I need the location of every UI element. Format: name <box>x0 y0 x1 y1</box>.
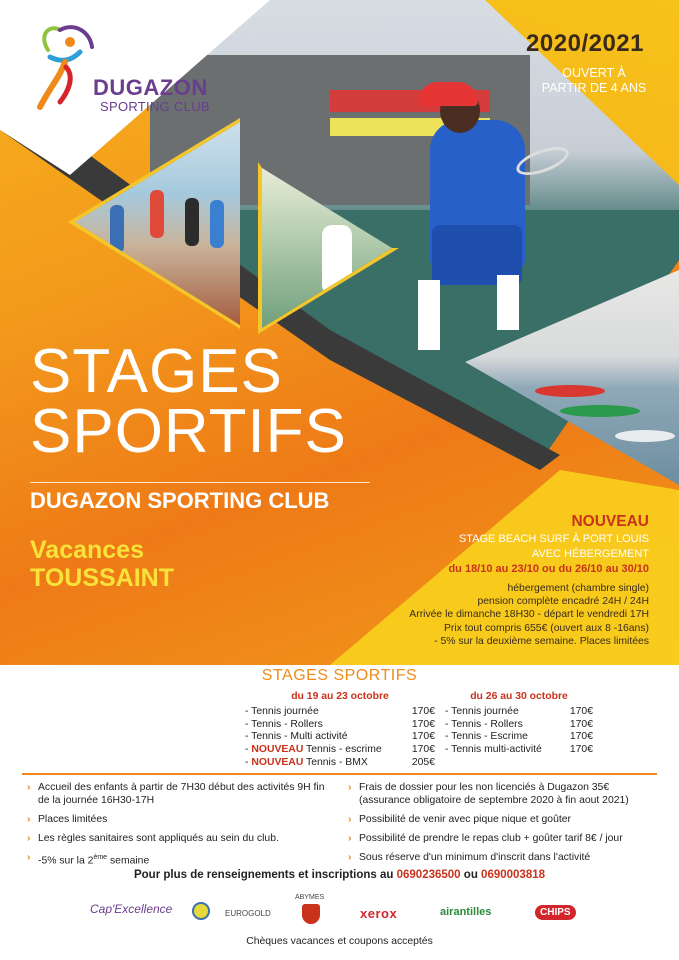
club-logo <box>30 22 210 117</box>
activity-label: - Tennis multi-activité <box>445 744 542 756</box>
headline-divider <box>30 482 370 483</box>
club-name: DUGAZON SPORTING CLUB <box>30 488 330 513</box>
chevron-right-icon: › <box>27 814 31 825</box>
bullet-text <box>38 851 149 867</box>
contact-text: Pour plus de renseignements et inscriptions au <box>133 869 397 881</box>
sponsor-abymes: ABYMES <box>295 894 325 901</box>
headline-line2: SPORTIFS <box>30 397 347 466</box>
nouveau-title: NOUVEAU <box>571 513 649 530</box>
bullet-text: Possibilité de prendre le repas club + goûter tarif 8€ / jour <box>359 833 623 844</box>
nouveau-detail: Prix tout compris 655€ (ouvert aux 8 -16ans) <box>443 622 649 634</box>
week1-column <box>245 691 435 770</box>
nouveau-subtitle-2: AVEC HÉBERGEMENT <box>531 548 649 560</box>
phone-number-2[interactable]: 0690003818 <box>481 869 546 881</box>
section-divider <box>22 773 657 775</box>
nouveau-detail: - 5% sur la deuxième semaine. Places limitées <box>434 635 649 647</box>
sponsor-eurogold: EUROGOLD <box>225 909 271 918</box>
headline <box>30 337 347 466</box>
price-row <box>245 757 435 770</box>
nouveau-subtitle-1: STAGE BEACH SURF À PORT LOUIS <box>458 533 649 545</box>
info-bullets-right <box>348 781 658 870</box>
bullet-item <box>348 813 658 826</box>
vacances-line2: TOUSSAINT <box>30 564 174 592</box>
nac-logo-icon <box>192 902 210 920</box>
activity-price: 170€ <box>569 731 593 743</box>
athlete-logo-icon <box>30 22 100 112</box>
chevron-right-icon: › <box>27 833 31 844</box>
season-label: 2020/2021 <box>526 30 644 57</box>
nouveau-detail: hébergement (chambre single) <box>507 583 649 594</box>
logo-subtitle: SPORTING CLUB <box>100 99 210 114</box>
activity-price: 170€ <box>411 744 435 756</box>
nouveau-detail: pension complète encadré 24H / 24H <box>477 596 649 608</box>
sponsor-xerox: xerox <box>360 906 398 921</box>
new-badge: NOUVEAU <box>251 744 304 756</box>
sponsor-logos <box>80 894 600 932</box>
sponsor-chips: CHIPS <box>535 905 576 920</box>
phone-number-1[interactable]: 0690236500 <box>396 869 461 881</box>
activity-label: - Tennis - Multi activité <box>245 731 348 743</box>
bullet-text: Les règles sanitaires sont appliqués au sein du club. <box>38 833 279 844</box>
price-row <box>245 731 435 744</box>
activity-label: - NOUVEAU Tennis - BMX <box>245 756 368 768</box>
headline-line1: STAGES <box>30 337 283 406</box>
bullet-item <box>27 781 332 807</box>
nouveau-details <box>409 582 649 648</box>
bullet-item <box>27 832 332 845</box>
bullet-item <box>27 813 332 826</box>
chevron-right-icon: › <box>27 782 31 793</box>
discount-sup: ème <box>93 854 108 861</box>
bullet-text: Possibilité de venir avec pique nique et goûter <box>359 814 571 825</box>
activity-price: 170€ <box>569 744 593 756</box>
chevron-right-icon: › <box>27 852 31 863</box>
nouveau-block <box>409 513 649 648</box>
activity-price: 170€ <box>411 718 435 730</box>
bullet-text: Frais de dossier pour les non licenciés à Dugazon 35€ (assurance obligatoire de septembre 2020 à fin aout 2021) <box>359 782 629 806</box>
activity-price: 170€ <box>569 705 593 717</box>
price-row <box>445 731 593 744</box>
vacances-line1: Vacances <box>30 536 144 564</box>
sponsor-airantilles: airantilles <box>440 906 492 918</box>
bullet-item <box>348 851 658 864</box>
bullet-text: Sous réserve d'un minimum d'inscrit dans l'activité <box>359 852 591 863</box>
age-note: OUVERT À PARTIR DE 4 ANS <box>541 66 647 95</box>
chevron-right-icon: › <box>348 782 352 793</box>
activity-label: - NOUVEAU Tennis - escrime <box>245 744 382 756</box>
bullet-item <box>348 781 658 807</box>
footer-note: Chèques vacances et coupons acceptés <box>246 936 433 947</box>
week2-heading: du 26 au 30 octobre <box>470 691 568 702</box>
nouveau-dates: du 18/10 au 23/10 ou du 26/10 au 30/10 <box>448 563 649 575</box>
chevron-right-icon: › <box>348 814 352 825</box>
info-bullets-left <box>27 781 332 873</box>
discount-post: semaine <box>107 855 150 867</box>
bullet-item <box>27 851 332 867</box>
price-row <box>445 719 593 732</box>
contact-info <box>0 869 679 881</box>
new-badge: NOUVEAU <box>251 756 304 768</box>
activity-price: 170€ <box>569 718 593 730</box>
logo-title: DUGAZON <box>93 75 208 100</box>
activity-price: 205€ <box>411 756 435 768</box>
activity-label: - Tennis - Rollers <box>245 718 323 730</box>
nouveau-detail: Arrivée le dimanche 18H30 - départ le vendredi 17H <box>409 609 649 621</box>
price-row <box>245 706 435 719</box>
activity-label: - Tennis journée <box>445 705 519 717</box>
sponsor-cap-excellence: Cap'Excellence <box>90 902 173 916</box>
price-row <box>445 744 593 757</box>
activity-price: 170€ <box>411 705 435 717</box>
bullet-text: Accueil des enfants à partir de 7H30 début des activités 9H fin de la journée 16H30-17H <box>38 782 325 806</box>
discount-text: -5% sur la 2 <box>38 855 94 867</box>
chevron-right-icon: › <box>348 852 352 863</box>
activity-label-text: Tennis - escrime <box>303 744 382 756</box>
contact-or: ou <box>460 869 482 881</box>
activity-label: - Tennis journée <box>245 705 319 717</box>
week1-heading: du 19 au 23 octobre <box>291 691 389 702</box>
activity-price: 170€ <box>411 731 435 743</box>
activity-label-text: Tennis - BMX <box>303 756 368 768</box>
bullet-text: Places limitées <box>38 814 108 825</box>
stages-title: STAGES SPORTIFS <box>261 667 418 684</box>
price-row <box>245 744 435 757</box>
abymes-crest-icon <box>302 904 320 924</box>
week2-column <box>445 691 593 757</box>
activity-label: - Tennis - Escrime <box>445 731 528 743</box>
activity-label: - Tennis - Rollers <box>445 718 523 730</box>
price-row <box>245 719 435 732</box>
price-row <box>445 706 593 719</box>
vacances-title <box>30 536 174 592</box>
chevron-right-icon: › <box>348 833 352 844</box>
bullet-item <box>348 832 658 845</box>
